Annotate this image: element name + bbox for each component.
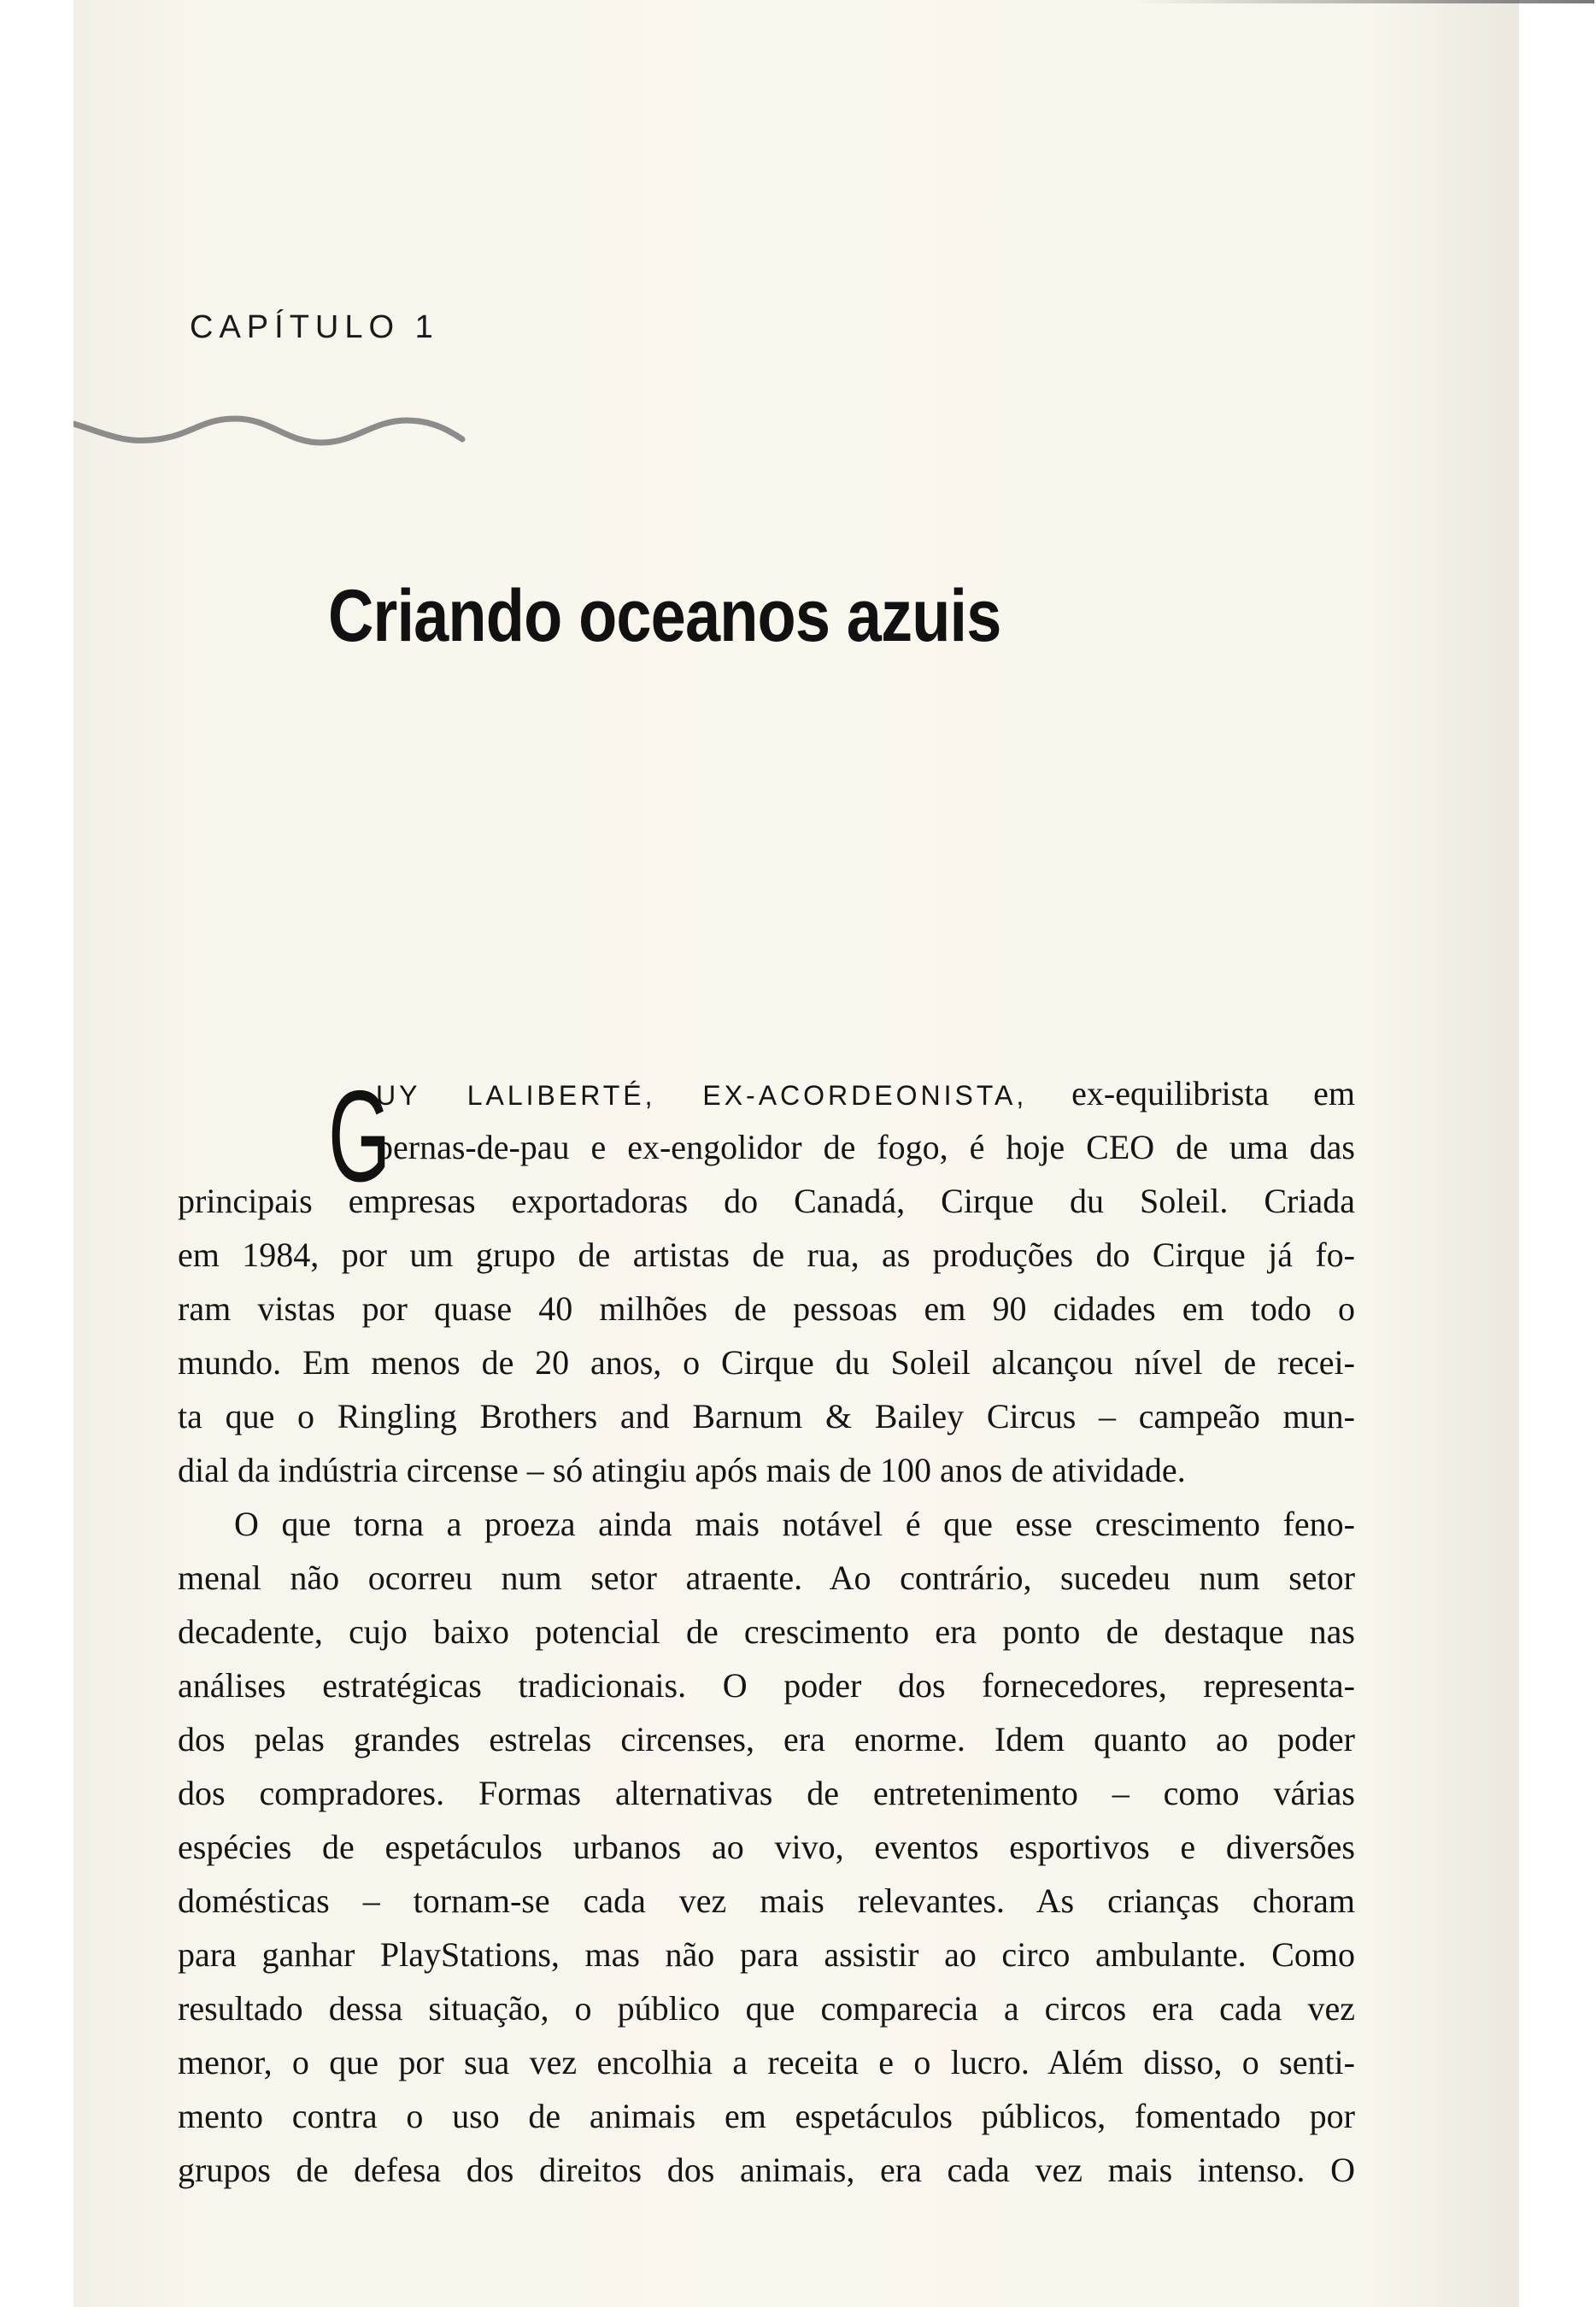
text-line: mundo. Em menos de 20 anos, o Cirque du Soleil alcançou nível de recei- [178,1343,1355,1382]
text-line: dos compradores. Formas alternativas de entretenimento – como várias [178,1774,1355,1812]
text-line: em 1984, por um grupo de artistas de rua, as produções do Cirque já fo- [178,1236,1355,1274]
text-line: análises estratégicas tradicionais. O poder dos fornecedores, representa- [178,1666,1355,1705]
text-line: ram vistas por quase 40 milhões de pessoas em 90 cidades em todo o [178,1289,1355,1328]
wave-divider-icon [73,408,466,460]
chapter-label: CAPÍTULO 1 [190,309,439,345]
page-edge-shadow [1133,0,1594,3]
paragraph-2 [178,1497,1355,2197]
text-line: O que torna a proeza ainda mais notável é que esse crescimento feno- [234,1505,1355,1543]
text-line: pernas-de-pau e ex-engolidor de fogo, é hoje CEO de uma das [376,1128,1355,1166]
text-line: principais empresas exportadoras do Canadá, Cirque du Soleil. Criada [178,1182,1355,1220]
drop-cap: G [328,1064,391,1209]
text-line: menal não ocorreu num setor atraente. Ao contrário, sucedeu num setor [178,1559,1355,1597]
text-line: para ganhar PlayStations, mas não para assistir ao circo ambulante. Como [178,1935,1355,1974]
text-line: ta que o Ringling Brothers and Barnum & Bailey Circus – campeão mun- [178,1397,1355,1435]
text-line: menor, o que por sua vez encolhia a receita e o lucro. Além disso, o senti- [178,2043,1355,2081]
text-line: domésticas – tornam-se cada vez mais relevantes. As crianças choram [178,1881,1355,1920]
text-line: UY LALIBERTÉ, EX-ACORDEONISTA, ex-equilibrista em [376,1074,1355,1112]
text-line: dial da indústria circense – só atingiu após mais de 100 anos de atividade. [178,1451,1186,1489]
text-line: dos pelas grandes estrelas circenses, era enorme. Idem quanto ao poder [178,1720,1355,1758]
text-line: mento contra o uso de animais em espetáculos públicos, fomentado por [178,2097,1355,2135]
chapter-title: Criando oceanos azuis [328,574,1001,657]
text-line: resultado dessa situação, o público que comparecia a circos era cada vez [178,1989,1355,2028]
chapter-body [178,1066,1355,2197]
text-line: decadente, cujo baixo potencial de crescimento era ponto de destaque nas [178,1612,1355,1651]
text-line: espécies de espetáculos urbanos ao vivo, eventos esportivos e diversões [178,1828,1355,1866]
opening-smallcaps: UY LALIBERTÉ, EX-ACORDEONISTA, [376,1080,1028,1111]
text-line: grupos de defesa dos direitos dos animais, era cada vez mais intenso. O [178,2151,1355,2189]
